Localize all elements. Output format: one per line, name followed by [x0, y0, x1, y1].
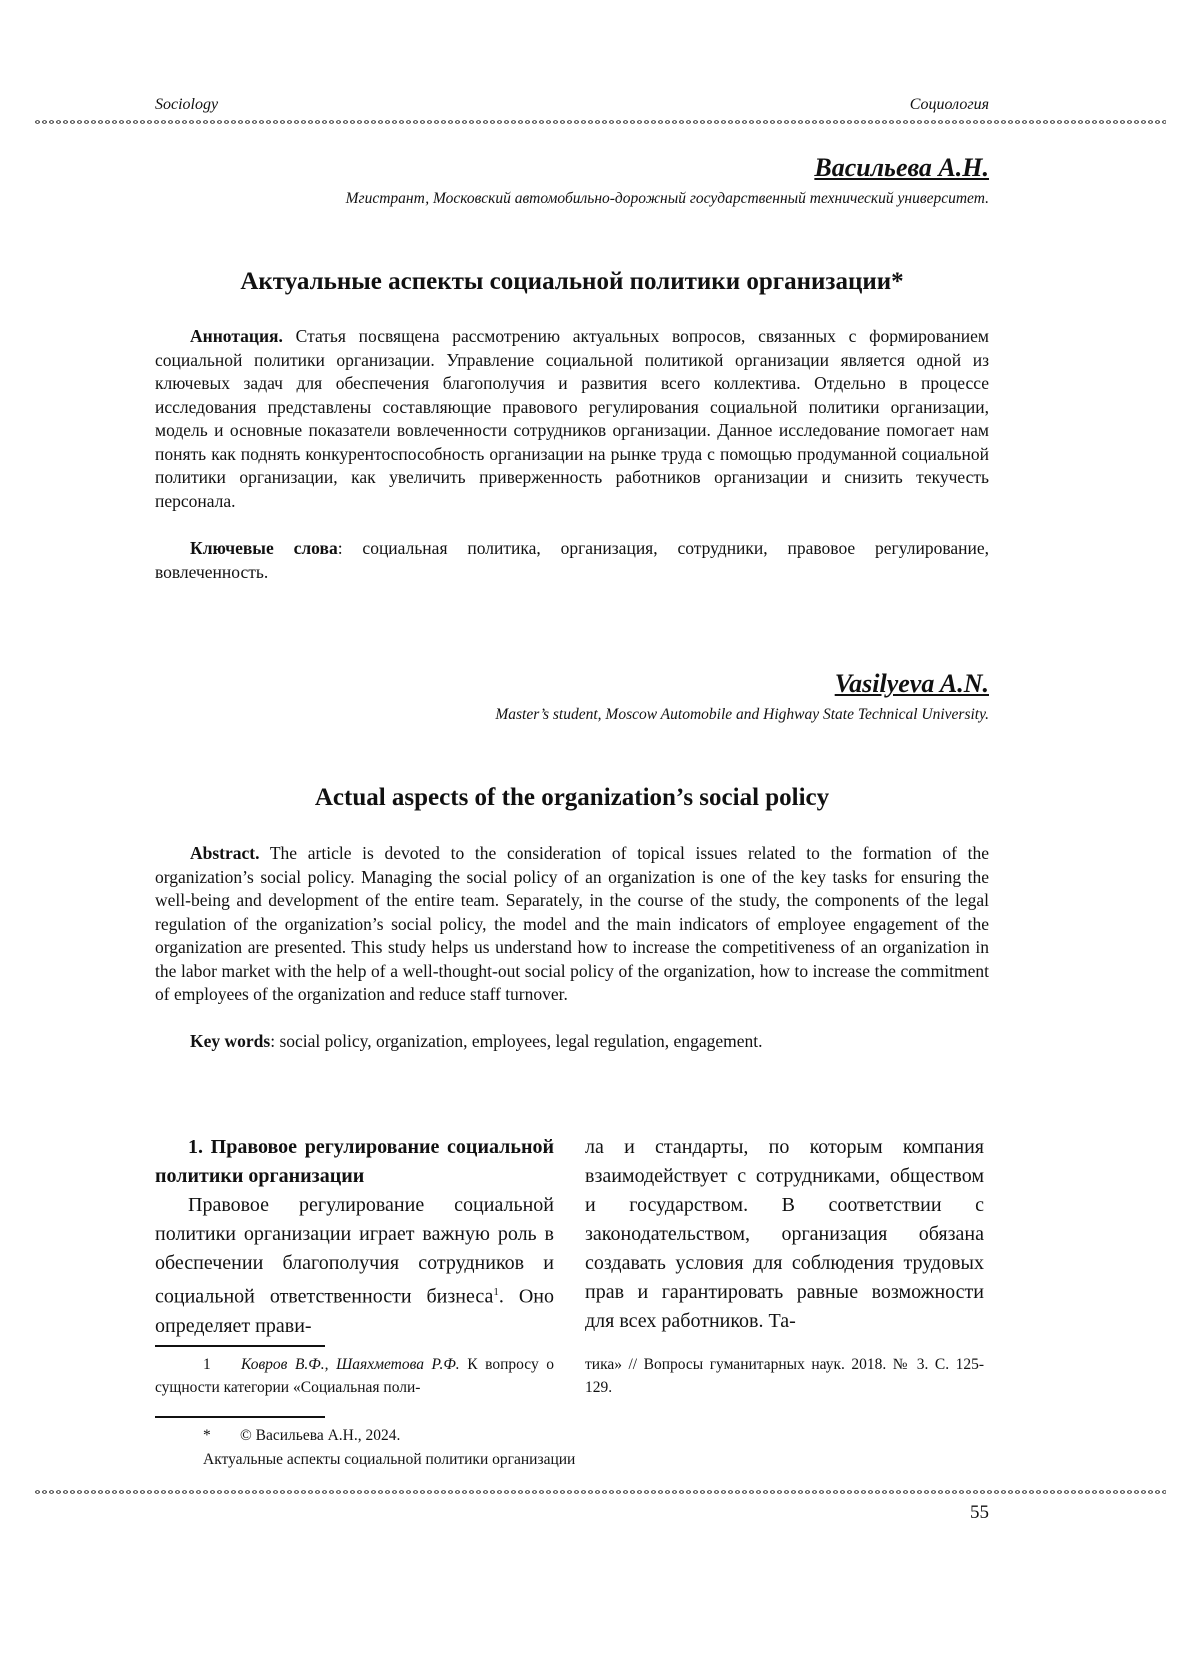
article-title-ru: Актуальные аспекты социальной политики организации*: [240, 268, 904, 295]
header-ornament-divider: [34, 118, 1166, 126]
article-title-en: Actual aspects of the organization’s social policy: [314, 784, 830, 811]
footnote-1-authors: Ковров В.Ф., Шаяхметова Р.Ф.: [241, 1356, 460, 1373]
author-ru: Васильева А.Н.: [814, 153, 989, 182]
star-footnote-copyright: © Васильева А.Н., 2024.: [240, 1427, 401, 1444]
abstract-en-paragraph: [155, 842, 989, 1007]
keywords-ru-text: : социальная политика, организация, сотрудники, правовое регулирование, вовлеченность.: [155, 538, 989, 582]
keywords-ru-paragraph: [155, 537, 989, 584]
affiliation-en: Master’s student, Moscow Automobile and Highway State Technical University.: [495, 706, 989, 723]
footnote-1-number: 1: [203, 1356, 211, 1373]
footnote-1-text: [155, 1353, 554, 1399]
body-left-text: Правовое регулирование социальной политики организации играет важную роль в обеспечении благополучия сотрудников и социальной ответственности бизнеса: [155, 1194, 554, 1308]
author-en: Vasilyeva A.N.: [834, 669, 989, 698]
footnote-1-left: [155, 1353, 554, 1399]
running-header-right: Социология: [909, 96, 989, 113]
body-left-tail: . Оно определяет прави-: [155, 1285, 554, 1337]
footnote-rule: [155, 1345, 325, 1347]
abstract-ru-text: Статья посвящена рассмотрению актуальных вопросов, связанных с формированием социальной политики организации. Управление социальной политикой организации является одной из ключевых задач для обеспечения благополучия и развития всего коллектива. Отдельно в процессе исследования представлены составляющие правового регулирования социальной политики организации, модель и основные показатели вовлеченности сотрудников организации. Данное исследование помогает нам понять как поднять конкурентоспособность организации на рынке труда с помощью продуманной социальной политики организации, как увеличить приверженность работников организации и снизить текучесть персонала.: [155, 326, 989, 511]
star-footnote-rule: [155, 1416, 325, 1418]
affiliation-ru: Мгистрант, Московский автомобильно-дорожный государственный технический университет.: [345, 190, 989, 207]
body-column-right: [585, 1133, 984, 1336]
page-number: 55: [970, 1502, 989, 1523]
keywords-en-label: Key words: [190, 1031, 271, 1051]
keywords-en-text: : social policy, organization, employees, legal regulation, engagement.: [270, 1031, 763, 1051]
body-column-left: [155, 1133, 554, 1341]
body-paragraph-right: ла и стандарты, по которым компания взаимодействует с сотрудниками, обществом и государством. В соответствии с законодательством, организация обязана создавать условия для соблюдения трудовых прав и гарантировать равные возможности для всех работников. Та-: [585, 1136, 984, 1332]
keywords-ru-label: Ключевые слова: [190, 538, 338, 558]
abstract-en-text: The article is devoted to the consideration of topical issues related to the formation of the organization’s social policy. Managing the social policy of an organization is one of the key tasks for ensuring the well-being and development of the entire team. Separately, in the course of the study, the components of the legal regulation of the organization’s social policy, the model and the main indicators of employee engagement of the organization are presented. This study helps us understand how to increase the competitiveness of an organization in the labor market with the help of a well-thought-out social policy of the organization, how to increase the commitment of employees of the organization and reduce staff turnover.: [155, 843, 989, 1004]
footnote-1-right: [585, 1353, 984, 1399]
body-paragraph-left: [155, 1191, 554, 1341]
star-footnote-mark: *: [203, 1427, 211, 1444]
abstract-ru-paragraph: [155, 325, 989, 513]
footnote-ref-1: 1: [493, 1286, 499, 1298]
abstract-en-label: Abstract.: [190, 843, 260, 863]
keywords-en-paragraph: [155, 1030, 989, 1054]
section-heading: 1. Правовое регулирование социальной политики организации: [155, 1136, 554, 1187]
footer-ornament-divider: [34, 1488, 1166, 1496]
abstract-ru-label: Аннотация.: [190, 326, 283, 346]
footnote-1-left-text: К вопросу о сущности категории «Социальная поли-: [155, 1356, 555, 1396]
footnote-1-continuation: тика» // Вопросы гуманитарных наук. 2018. № 3. С. 125-129.: [585, 1356, 984, 1396]
running-header-left: Sociology: [155, 96, 219, 113]
star-footnote-title: Актуальные аспекты социальной политики организации: [203, 1451, 576, 1468]
